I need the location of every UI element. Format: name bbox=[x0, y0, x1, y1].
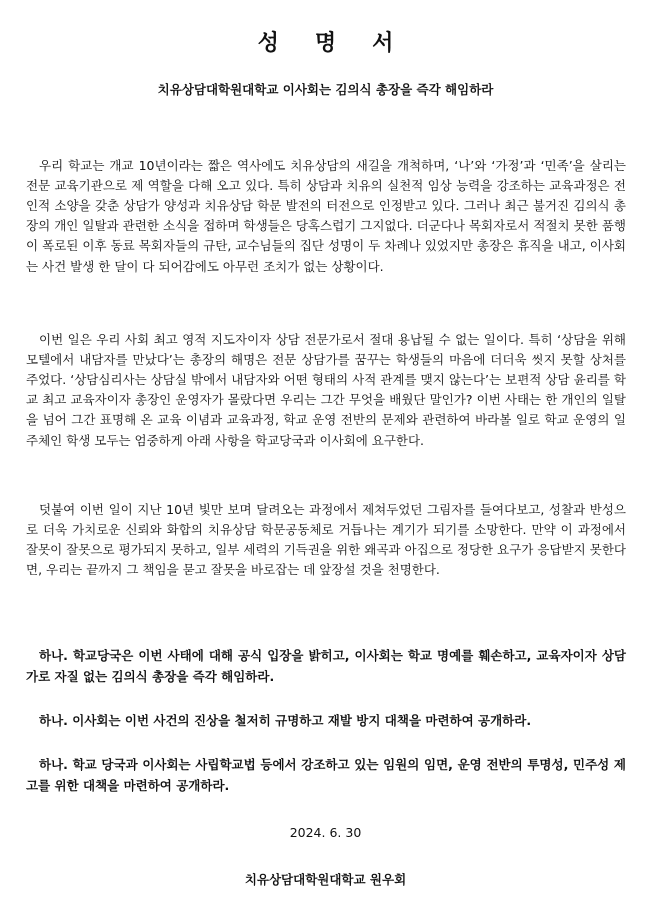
body-paragraph-1: 우리 학교는 개교 10년이라는 짧은 역사에도 치유상담의 새길을 개척하며, ‘나’와 ‘가정’과 ‘민족’을 살리는 전문 교육기관으로 제 역할을 다해 오고 있다. 특히 상담과 치유의 실천적 임상 능력을 강조하는 교육과정은 전인적 소양을 갖춘 상담가 양성과 치유상담 학문 발전의 터전으로 인정받고 있다. 그러나 최근 불거진 김의식 총장의 개인 일탈과 관련한 소식을 접하며 학생들은 당혹스럽기 그지없다. 더군다나 목회자로서 적절치 못한 품행이 폭로된 이후 동료 목회자들의 규탄, 교수님들의 집단 성명이 두 차례나 있었지만 총장은 휴직을 내고, 이사회는 사건 발생 한 달이 다 되어감에도 아무런 조치가 없는 상황이다. bbox=[26, 157, 626, 274]
demand-item-2: 하나. 이사회는 이번 사건의 진상을 철저히 규명하고 재발 방지 대책을 마련하여 공개하라. bbox=[39, 712, 532, 728]
document-subtitle: 치유상담대학원대학교 이사회는 김의식 총장을 즉각 해임하라 bbox=[157, 82, 494, 97]
document-title: 성명서 bbox=[257, 30, 430, 56]
statement-signer: 치유상담대학원대학교 원우회 bbox=[244, 872, 407, 887]
demand-item-1: 하나. 학교당국은 이번 사태에 대해 공식 입장을 밝히고, 이사회는 학교 명예를 훼손하고, 교육자이자 상담가로 자질 없는 김의식 총장을 즉각 해임하라. bbox=[26, 647, 626, 684]
demand-item-3: 하나. 학교 당국과 이사회는 사립학교법 등에서 강조하고 있는 임원의 임면, 운영 전반의 투명성, 민주성 제고를 위한 대책을 마련하여 공개하라. bbox=[26, 756, 626, 793]
body-paragraph-2: 이번 일은 우리 사회 최고 영적 지도자이자 상담 전문가로서 절대 용납될 수 없는 일이다. 특히 ‘상담을 위해 모텔에서 내담자를 만났다’는 총장의 해명은 전문 상담가를 꿈꾸는 학생들의 마음에 더더욱 씻지 못할 상처를 주었다. ‘상담심리사는 상담실 밖에서 내담자와 어떤 형태의 사적 관계를 맺지 않는다’는 보편적 상담 윤리를 학교 최고 교육자이자 총장인 운영자가 몰랐다면 우리는 그간 무엇을 배웠단 말인가? 이번 사태는 한 개인의 일탈을 넘어 그간 표명해 온 교육 이념과 교육과정, 학교 운영 전반의 문제와 관련하여 바라볼 일로 학교 운영의 일 주체인 학생 모두는 엄중하게 아래 사항을 학교당국과 이사회에 요구한다. bbox=[26, 331, 626, 448]
statement-date: 2024. 6. 30 bbox=[289, 825, 362, 840]
body-paragraph-3: 덧붙여 이번 일이 지난 10년 빛만 보며 달려오는 과정에서 제쳐두었던 그림자를 들여다보고, 성찰과 반성으로 더욱 가치로운 신뢰와 화합의 치유상담 학문공동체로 거듭나는 계기가 되기를 소망한다. 만약 이 과정에서 잘못이 잘못으로 평가되지 못하고, 일부 세력의 기득권을 위한 왜곡과 아집으로 정당한 요구가 응답받지 못한다면, 우리는 끝까지 그 책임을 묻고 잘못을 바로잡는 데 앞장설 것을 천명한다. bbox=[26, 501, 626, 578]
